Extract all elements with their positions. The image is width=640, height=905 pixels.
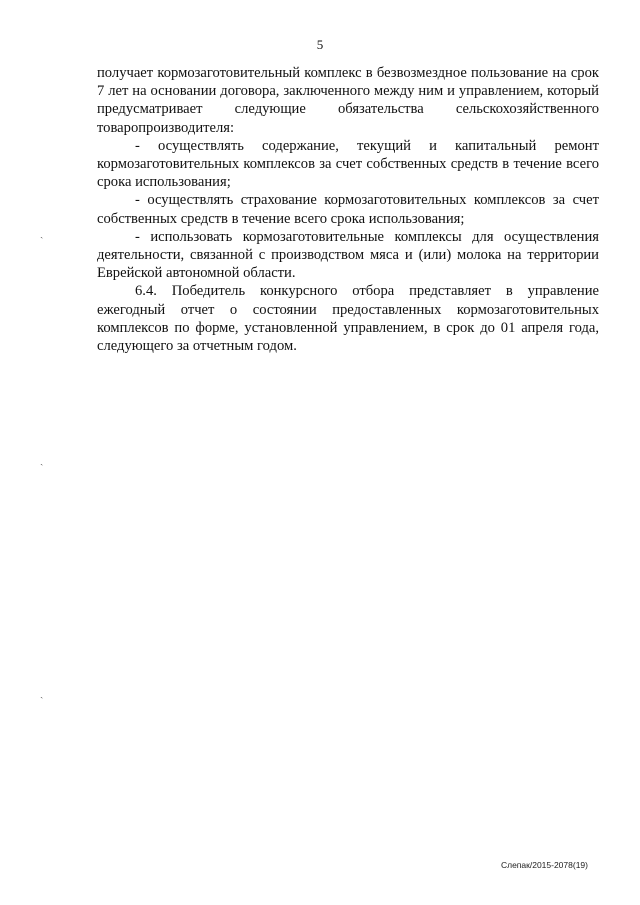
paragraph-obligation-insurance: - осуществлять страхование кормозаготовительных комплексов за счет собственных средств в течение всего срока использования; bbox=[97, 192, 599, 227]
scan-speck: ˏ bbox=[40, 455, 44, 466]
document-body bbox=[97, 64, 599, 355]
paragraph-obligation-maintenance: - осуществлять содержание, текущий и капитальный ремонт кормозаготовительных комплексов за счет собственных средств в течение всего срока использования; bbox=[97, 137, 599, 191]
scan-speck: ˏ bbox=[40, 228, 44, 239]
document-reference-code: Слепак/2015-2078(19) bbox=[500, 860, 588, 870]
page-number: 5 bbox=[316, 37, 324, 52]
paragraph-obligation-usage: - использовать кормозаготовительные комплексы для осуществления деятельности, связанной с производством мяса и (или) молока на территории Еврейской автономной области. bbox=[97, 228, 599, 282]
paragraph-6-4: 6.4. Победитель конкурсного отбора представляет в управление ежегодный отчет о состоянии предоставленных кормозаготовительных комплексов по форме, установленной управлением, в срок до 01 апреля года, следующего за отчетным годом. bbox=[97, 283, 599, 355]
paragraph-continuation: получает кормозаготовительный комплекс в безвозмездное пользование на срок 7 лет на основании договора, заключенного между ним и управлением, который предусматривает следующие обязательства сельскохозяйственного товаропроизводителя: bbox=[97, 65, 599, 136]
scan-speck: ˎ bbox=[40, 688, 44, 699]
